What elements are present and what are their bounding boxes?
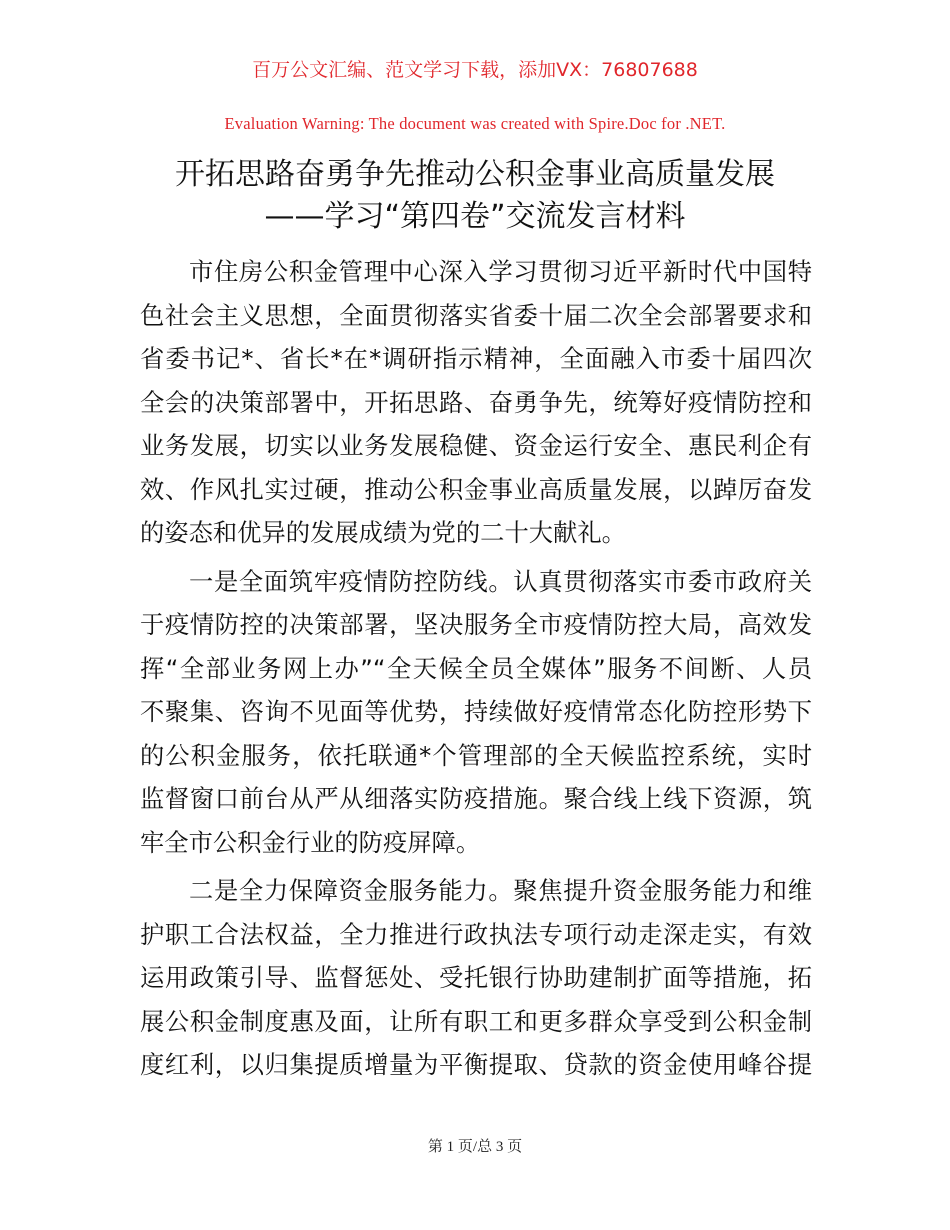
paragraph-line: 效、作风扎实过硬，推动公积金事业高质量发展，以踔厉奋发 bbox=[140, 474, 812, 504]
paragraph-line: 护职工合法权益，全力推进行政执法专项行动走深走实，有效 bbox=[140, 919, 812, 949]
paragraph-line: 运用政策引导、监督惩处、受托银行协助建制扩面等措施，拓 bbox=[140, 963, 812, 992]
paragraph-line: 的姿态和优异的发展成绩为党的二十大献礼。 bbox=[140, 518, 626, 547]
paragraph-line: 牢全市公积金行业的防疫屏障。 bbox=[140, 827, 481, 857]
paragraph-line: 监督窗口前台从严从细落实防疫措施。聚合线上线下资源，筑 bbox=[140, 784, 812, 813]
paragraph-line: 一是全面筑牢疫情防控防线。认真贯彻落实市委市政府关 bbox=[189, 566, 812, 596]
paragraph-line: 不聚集、咨询不见面等优势，持续做好疫情常态化防控形势下 bbox=[140, 697, 812, 726]
paragraph-line: 的公积金服务，依托联通*个管理部的全天候监控系统，实时 bbox=[140, 740, 812, 770]
paragraph-line: 二是全力保障资金服务能力。聚焦提升资金服务能力和维 bbox=[189, 876, 812, 905]
document-body bbox=[140, 250, 812, 1092]
title-line-2: ——学习“第四卷”交流发言材料 bbox=[264, 199, 686, 234]
paragraph bbox=[140, 869, 812, 1087]
paragraph bbox=[140, 250, 812, 555]
document-title bbox=[0, 154, 950, 238]
paragraph-line: 展公积金制度惠及面，让所有职工和更多群众享受到公积金制 bbox=[140, 1006, 812, 1036]
title-line-1: 开拓思路奋勇争先推动公积金事业高质量发展 bbox=[175, 157, 775, 192]
paragraph-line: 省委书记*、省长*在*调研指示精神，全面融入市委十届四次 bbox=[140, 344, 812, 373]
page-number: 第 1 页/总 3 页 bbox=[427, 1139, 523, 1155]
paragraph bbox=[140, 560, 812, 865]
evaluation-warning: Evaluation Warning: The document was created with Spire.Doc for .NET. bbox=[224, 114, 726, 133]
paragraph-line: 挥“全部业务网上办”“全天候全员全媒体”服务不间断、人员 bbox=[140, 653, 812, 683]
promo-banner: 百万公文汇编、范文学习下载，添加VX：76807688 bbox=[252, 59, 698, 81]
paragraph-line: 业务发展，切实以业务发展稳健、资金运行安全、惠民利企有 bbox=[140, 431, 812, 460]
paragraph-line: 全会的决策部署中，开拓思路、奋勇争先，统筹好疫情防控和 bbox=[140, 387, 812, 417]
paragraph-line: 于疫情防控的决策部署，坚决服务全市疫情防控大局，高效发 bbox=[140, 610, 812, 639]
paragraph-line: 色社会主义思想，全面贯彻落实省委十届二次全会部署要求和 bbox=[140, 300, 812, 330]
paragraph-line: 度红利，以归集提质增量为平衡提取、贷款的资金使用峰谷提 bbox=[140, 1050, 812, 1079]
paragraph-line: 市住房公积金管理中心深入学习贯彻习近平新时代中国特 bbox=[189, 257, 812, 286]
